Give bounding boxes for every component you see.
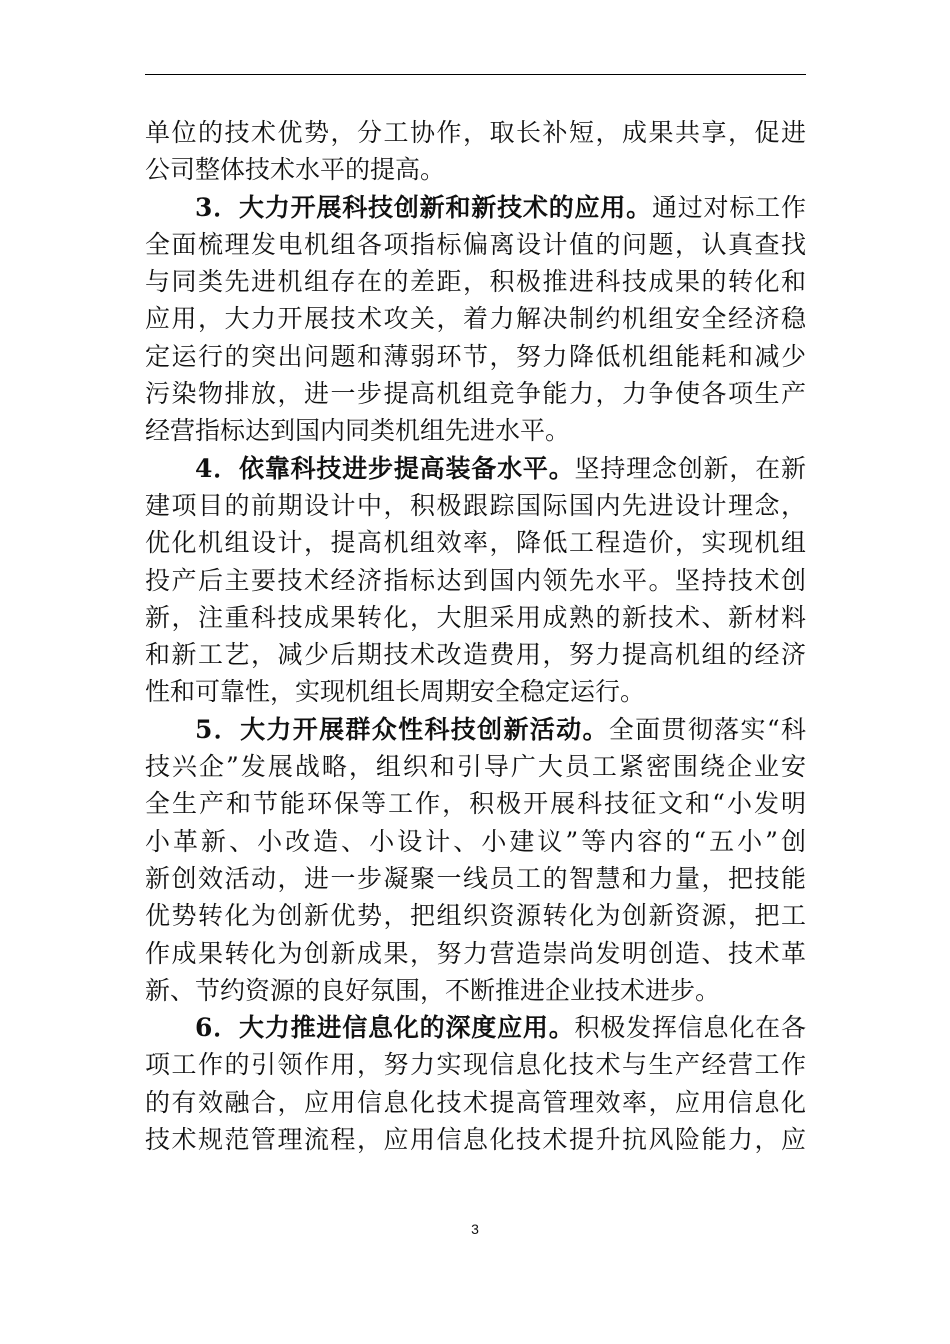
- text-line: 全生产和节能环保等工作，积极开展科技征文和“小发明: [145, 789, 806, 819]
- section-3-first-line: [145, 189, 806, 226]
- text-line: 性和可靠性，实现机组长周期安全稳定运行。: [145, 677, 646, 707]
- text-run: 坚持理念创新，在新: [574, 453, 806, 483]
- page-number: 3: [471, 1221, 479, 1237]
- text-line: 技术规范管理流程，应用信息化技术提升抗风险能力，应: [145, 1125, 806, 1155]
- section-3-heading: 3．大力开展科技创新和新技术的应用。: [195, 192, 652, 222]
- text-line: 公司整体技术水平的提高。: [145, 155, 446, 185]
- header-rule: [145, 74, 806, 75]
- text-line: 新，注重科技成果转化，大胆采用成熟的新技术、新材料: [145, 602, 806, 632]
- text-line: 新、节约资源的良好氛围，不断推进企业技术进步。: [145, 975, 721, 1005]
- section-4-first-line: [145, 450, 806, 487]
- text-line: 优势转化为创新优势，把组织资源转化为创新资源，把工: [145, 901, 806, 931]
- text-line: 优化机组设计，提高机组效率，降低工程造价，实现机组: [145, 528, 806, 558]
- section-5-first-line: [145, 711, 806, 748]
- text-line: 小革新、小改造、小设计、小建议”等内容的“五小”创: [145, 826, 806, 856]
- text-line: 项工作的引领作用，努力实现信息化技术与生产经营工作: [145, 1050, 806, 1080]
- text-line: 作成果转化为创新成果，努力营造崇尚发明创造、技术革: [145, 938, 806, 968]
- section-5-heading: 5．大力开展群众性科技创新活动。: [195, 714, 609, 744]
- section-6-heading: 6．大力推进信息化的深度应用。: [195, 1013, 575, 1043]
- text-run: 积极发挥信息化在各: [574, 1013, 806, 1043]
- text-line: 单位的技术优势，分工协作，取长补短，成果共享，促进: [145, 118, 806, 147]
- section-6-first-line: [145, 1009, 806, 1046]
- text-line: 技兴企”发展战略，组织和引导广大员工紧密围绕企业安: [145, 752, 806, 782]
- text-line: 新创效活动，进一步凝聚一线员工的智慧和力量，把技能: [145, 863, 806, 893]
- text-run: 全面贯彻落实“科: [608, 714, 806, 744]
- document-body: [145, 114, 806, 1158]
- text-line: 污染物排放，进一步提高机组竞争能力，力争使各项生产: [145, 379, 806, 409]
- text-line: 定运行的突出问题和薄弱环节，努力降低机组能耗和减少: [145, 341, 806, 371]
- text-line: 建项目的前期设计中，积极跟踪国际国内先进设计理念，: [145, 490, 806, 520]
- text-line: 的有效融合，应用信息化技术提高管理效率，应用信息化: [145, 1087, 806, 1117]
- text-line: 与同类先进机组存在的差距，积极推进科技成果的转化和: [145, 267, 806, 297]
- text-line: 应用，大力开展技术攻关，着力解决制约机组安全经济稳: [145, 304, 806, 334]
- text-line: 和新工艺，减少后期技术改造费用，努力提高机组的经济: [145, 640, 806, 670]
- section-4-heading: 4．依靠科技进步提高装备水平。: [195, 453, 575, 483]
- text-run: 通过对标工作: [651, 192, 806, 222]
- text-line: 经营指标达到国内同类机组先进水平。: [145, 416, 571, 446]
- text-line: 全面梳理发电机组各项指标偏离设计值的问题，认真查找: [145, 229, 806, 259]
- text-line: 投产后主要技术经济指标达到国内领先水平。坚持技术创: [145, 565, 806, 595]
